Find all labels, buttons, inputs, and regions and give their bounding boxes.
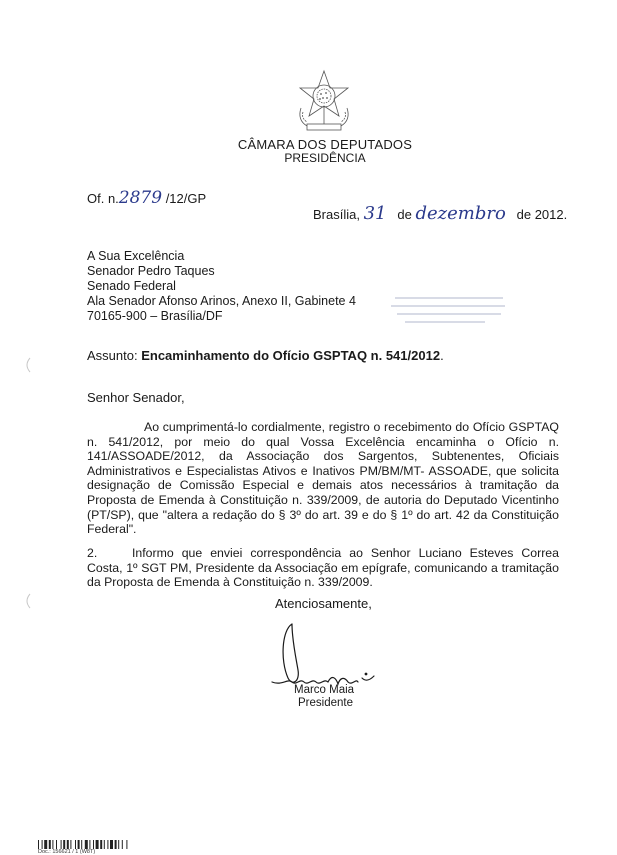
date-day: 31	[363, 203, 387, 224]
date-de: de	[397, 207, 412, 222]
barcode-bar	[63, 840, 65, 849]
barcode-bar	[81, 840, 82, 849]
barcode-bar	[122, 840, 123, 849]
barcode-bar	[118, 840, 119, 849]
barcode-bar	[126, 840, 127, 849]
paragraph-2-text: Informo que enviei correspondência ao Senhor Luciano Esteves Correa Costa, 1º SGT PM, Presidente da Associação em epígrafe, comunicando a tramitação da Proposta de Emenda à Constituição n. 339/2009.	[87, 546, 559, 590]
subject-text: Encaminhamento do Ofício GSPTAQ n. 541/2012	[141, 348, 441, 363]
barcode-bar	[85, 840, 88, 849]
barcode-bar	[75, 840, 76, 849]
signatory-name: Marco Maia	[294, 684, 355, 696]
signatory-title: Presidente	[298, 697, 353, 709]
address-line: Senado Federal	[87, 279, 176, 293]
barcode-bar	[100, 840, 102, 849]
date-month: dezembro	[415, 203, 506, 224]
reference-prefix: Of. n.	[87, 191, 119, 206]
subject-period: .	[440, 348, 444, 363]
barcode-bar	[49, 840, 51, 849]
barcode-bar	[38, 840, 39, 849]
barcode-bar	[115, 840, 117, 849]
barcode-icon	[38, 840, 150, 849]
barcode-bar	[42, 840, 43, 849]
closing: Atenciosamente,	[275, 596, 372, 611]
coat-of-arms-icon	[293, 68, 355, 134]
address-line: 70165-900 – Brasília/DF	[87, 309, 223, 323]
date-city: Brasília,	[313, 207, 360, 222]
subject-label: Assunto:	[87, 348, 138, 363]
barcode-bar	[56, 840, 57, 849]
barcode-bar	[44, 840, 47, 849]
address-line: Ala Senador Afonso Arinos, Anexo II, Gabinete 4	[87, 294, 356, 308]
barcode-bar	[107, 840, 108, 849]
document-reference: Doc.: 156621 / 1 (W8T)	[38, 849, 96, 855]
barcode-bar	[52, 840, 53, 849]
reference-number	[87, 188, 206, 208]
letterhead-office: PRESIDÊNCIA	[284, 151, 366, 165]
barcode-bar	[96, 840, 99, 849]
barcode-bar	[70, 840, 71, 849]
barcode-bar	[93, 840, 94, 849]
body-paragraph-1	[87, 420, 559, 537]
barcode-bar	[78, 840, 80, 849]
barcode-bar	[110, 840, 113, 849]
reference-suffix: /12/GP	[165, 191, 207, 206]
barcode-bar	[61, 840, 62, 849]
barcode-bar	[104, 840, 105, 849]
date-year: de 2012.	[516, 207, 568, 222]
faded-stamp-icon	[385, 292, 510, 328]
dateline	[313, 203, 567, 224]
address-line: A Sua Excelência	[87, 249, 185, 263]
body-paragraph-2	[87, 546, 559, 590]
letterhead-house: CÂMARA DOS DEPUTADOS	[237, 137, 413, 152]
address-line: Senador Pedro Taques	[87, 264, 215, 278]
recipient-address	[87, 249, 356, 324]
barcode-bar	[67, 840, 69, 849]
scan-mark-icon	[22, 357, 32, 373]
scan-mark-icon	[22, 593, 32, 609]
subject-line	[87, 348, 444, 363]
paragraph-1-text: Ao cumprimentá-lo cordialmente, registro o recebimento do Ofício GSPTAQ n. 541/2012, por meio do qual Vossa Excelência encaminha o Ofício n. 141/ASSOADE/2012, da Associação dos Sargentos, Subtenentes, Oficiais Administrativos e Especialistas Ativos e Inativos PM/BM/MT- ASSOADE, que solicita designação de Comissão Especial e demais atos necessários à tramitação da Proposta de Emenda à Constituição n. 339/2009, de autoria do Deputado Vicentinho (PT/SP), que "altera a redação do § 3º do art. 39 e do § 1º do art. 42 da Constituição Federal".	[87, 420, 559, 537]
barcode-bar	[89, 840, 90, 849]
paragraph-number: 2.	[87, 546, 98, 560]
salutation: Senhor Senador,	[87, 390, 185, 405]
reference-handwritten-number: 2879	[118, 188, 163, 208]
